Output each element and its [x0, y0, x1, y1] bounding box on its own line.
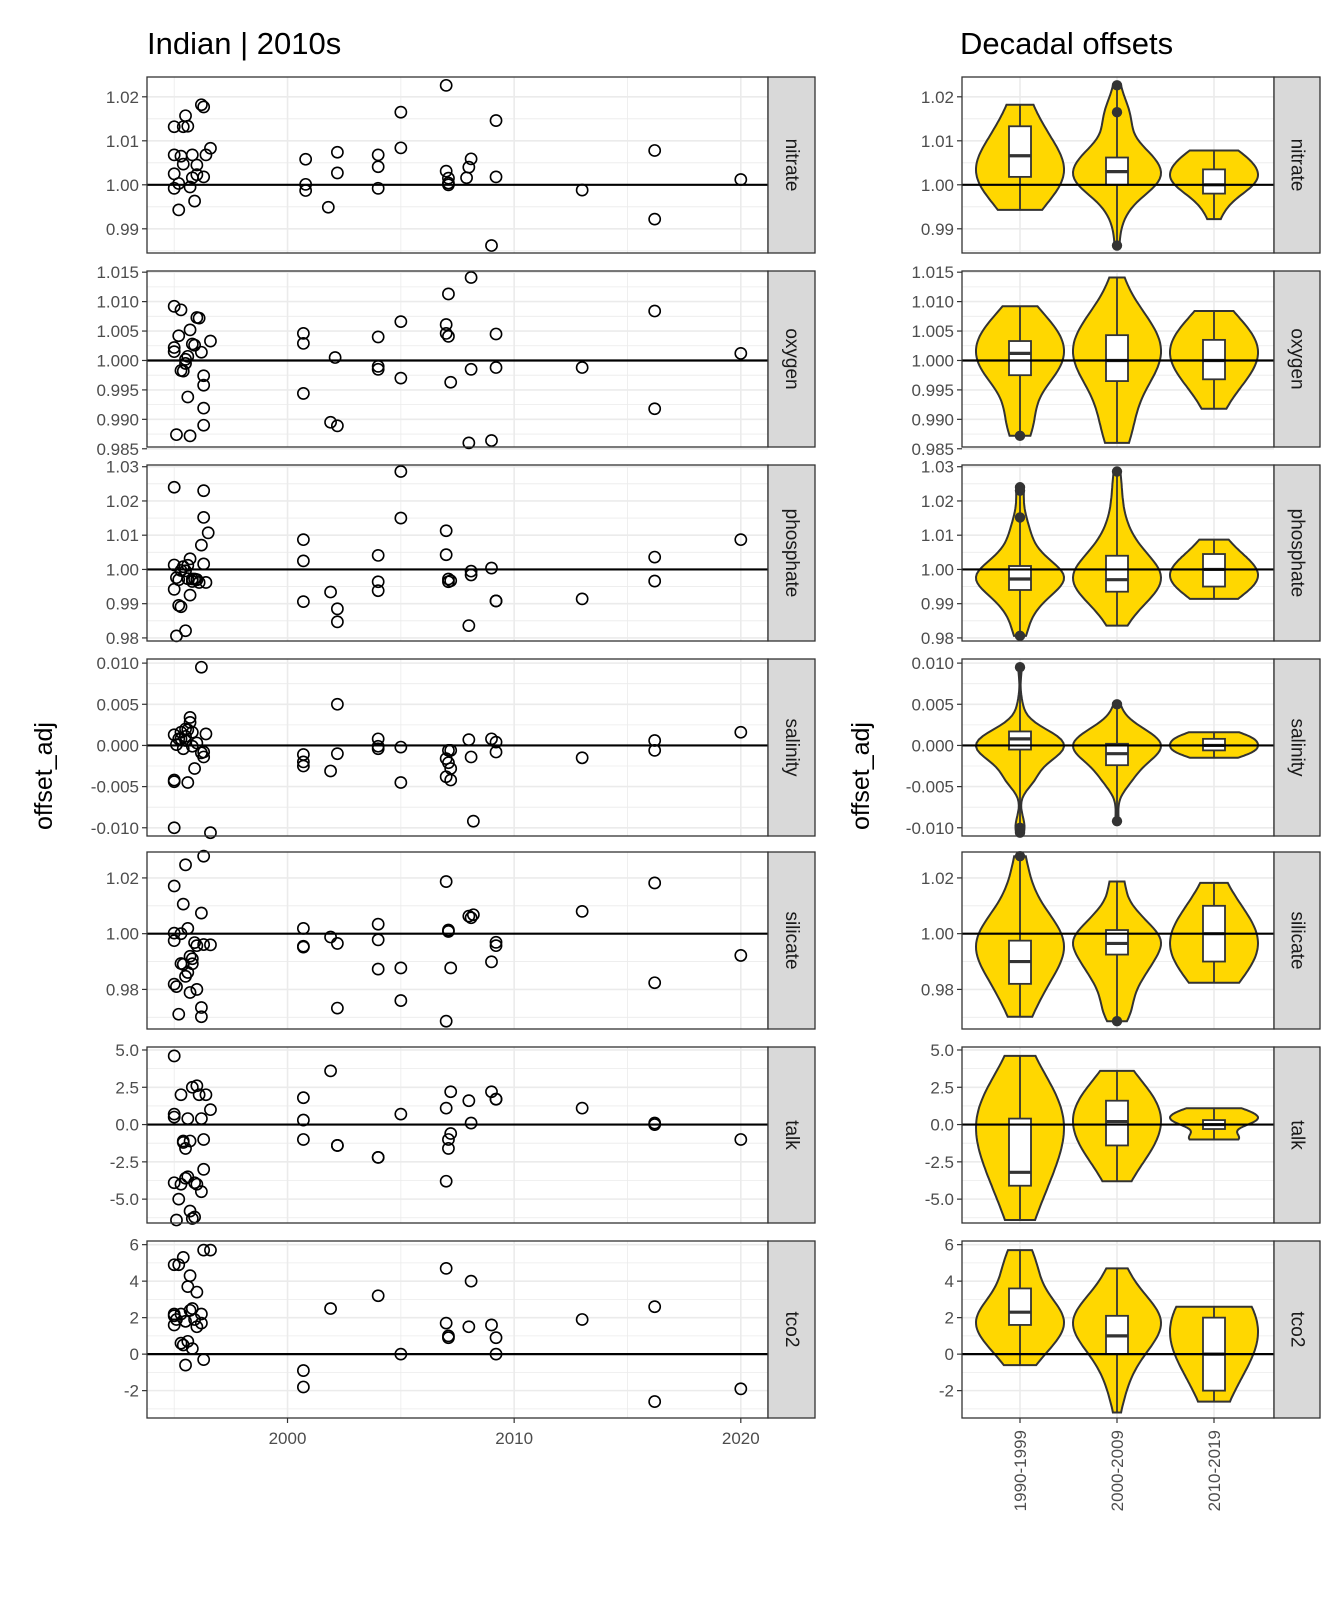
y-tick-label: -2 [938, 1381, 954, 1401]
x-tick-label: 2000 [268, 1429, 307, 1448]
y-tick-label: -5.0 [109, 1190, 139, 1210]
facet-label: talk [1286, 1120, 1308, 1150]
y-tick-label: 0.99 [105, 594, 139, 614]
y-tick-label: 0.995 [96, 380, 139, 400]
outlier-point [1015, 662, 1025, 672]
y-tick-label: 1.015 [96, 263, 139, 283]
box [1009, 1288, 1031, 1324]
left-title: Indian | 2010s [147, 26, 342, 61]
x-tick-label: 2010-2019 [1205, 1430, 1224, 1512]
left-panel-bg [147, 659, 768, 836]
left-y-axis-label: offset_adj [30, 722, 58, 830]
y-tick-label: 1.015 [911, 263, 954, 283]
outlier-point [1112, 240, 1122, 250]
facet-label: oxygen [1286, 328, 1308, 390]
outlier-point [1112, 699, 1122, 709]
box [1009, 126, 1031, 177]
facet-label: silicate [781, 911, 802, 970]
y-tick-label: 1.02 [105, 868, 139, 888]
right-title: Decadal offsets [960, 26, 1174, 61]
y-tick-label: 0.985 [96, 439, 139, 459]
y-tick-label: 1.03 [105, 457, 139, 477]
y-tick-label: 6 [944, 1235, 954, 1255]
y-tick-label: 0.000 [911, 736, 954, 756]
x-tick-label: 2020 [721, 1429, 760, 1448]
y-tick-label: -2 [123, 1381, 139, 1401]
y-tick-label: 2 [129, 1308, 139, 1328]
left-panel-bg [147, 77, 768, 253]
y-tick-label: -0.005 [90, 777, 139, 797]
outlier-point [1112, 107, 1122, 117]
facet-label: salinity [1286, 718, 1308, 777]
y-tick-label: 6 [129, 1235, 139, 1255]
x-tick-label: 2010 [495, 1429, 534, 1448]
facet-label: oxygen [781, 328, 802, 390]
y-tick-label: 1.00 [920, 175, 954, 195]
box [1009, 1119, 1031, 1186]
y-tick-label: 1.000 [911, 351, 954, 371]
y-tick-label: 0.0 [115, 1115, 139, 1135]
y-tick-label: 1.000 [96, 351, 139, 371]
y-tick-label: 0.995 [911, 380, 954, 400]
facet-label: talk [781, 1120, 802, 1150]
x-tick-label: 1990-1999 [1011, 1430, 1030, 1512]
y-tick-label: 5.0 [930, 1040, 954, 1060]
y-tick-label: 0.99 [920, 594, 954, 614]
y-tick-label: -2.5 [924, 1152, 954, 1172]
scatter-panel [91, 77, 815, 1448]
y-tick-label: 0.000 [96, 736, 139, 756]
box [1009, 341, 1031, 375]
y-tick-label: 1.02 [920, 868, 954, 888]
y-tick-label: 0.010 [96, 654, 139, 674]
x-tick-label: 2000-2009 [1108, 1430, 1127, 1512]
violin-panel [906, 77, 1320, 1511]
facet-label: tco2 [1286, 1311, 1308, 1348]
y-tick-label: 2 [944, 1308, 954, 1328]
right-y-axis-label: offset_adj [847, 722, 875, 830]
y-tick-label: 1.005 [96, 322, 139, 342]
y-tick-label: 1.00 [920, 924, 954, 944]
facet-label: nitrate [781, 138, 802, 192]
outlier-point [1112, 1016, 1122, 1026]
outlier-point [1112, 816, 1122, 826]
y-tick-label: 1.02 [105, 87, 139, 107]
y-tick-label: 0.0 [930, 1115, 954, 1135]
y-tick-label: 0.005 [911, 695, 954, 715]
y-tick-label: 0.985 [911, 439, 954, 459]
y-tick-label: 1.010 [96, 292, 139, 312]
y-tick-label: -0.005 [905, 777, 954, 797]
y-tick-label: 0.98 [920, 628, 954, 648]
y-tick-label: 0 [129, 1345, 139, 1365]
y-tick-label: -0.010 [90, 818, 139, 838]
y-tick-label: 0.005 [96, 695, 139, 715]
outlier-point [1015, 823, 1025, 833]
y-tick-label: 2.5 [115, 1078, 139, 1098]
y-tick-label: 1.02 [105, 491, 139, 511]
y-tick-label: 0.010 [911, 654, 954, 674]
box [1106, 556, 1128, 592]
outlier-point [1015, 431, 1025, 441]
facet-label: nitrate [1286, 138, 1308, 192]
left-panel-bg [147, 1241, 768, 1418]
y-tick-label: 0.990 [96, 410, 139, 430]
facet-label: phosphate [1286, 508, 1308, 598]
y-tick-label: 1.01 [105, 131, 139, 151]
y-tick-label: 1.00 [920, 560, 954, 580]
y-tick-label: 1.00 [105, 924, 139, 944]
box [1106, 335, 1128, 381]
y-tick-label: 1.00 [105, 560, 139, 580]
y-tick-label: 0.990 [911, 410, 954, 430]
y-tick-label: 1.03 [920, 457, 954, 477]
facet-label: tco2 [781, 1311, 802, 1348]
box [1203, 169, 1225, 193]
y-tick-label: -2.5 [109, 1152, 139, 1172]
y-tick-label: -0.010 [905, 818, 954, 838]
y-tick-label: 0 [944, 1345, 954, 1365]
y-tick-label: 1.02 [920, 87, 954, 107]
facet-label: salinity [781, 718, 802, 777]
y-tick-label: 1.01 [105, 526, 139, 546]
y-tick-label: 2.5 [930, 1078, 954, 1098]
outlier-point [1112, 80, 1122, 90]
y-tick-label: 1.01 [920, 526, 954, 546]
y-tick-label: 1.005 [911, 322, 954, 342]
y-tick-label: 0.98 [105, 628, 139, 648]
facet-label: phosphate [781, 508, 802, 598]
y-tick-label: 1.02 [920, 491, 954, 511]
left-panel-bg [147, 271, 768, 447]
y-tick-label: 1.010 [911, 292, 954, 312]
y-tick-label: 4 [129, 1272, 139, 1292]
y-tick-label: 0.99 [105, 219, 139, 239]
left-panel-bg [147, 465, 768, 641]
facet-label: silicate [1286, 911, 1308, 970]
y-tick-label: 0.99 [920, 219, 954, 239]
left-panel-bg [147, 1047, 768, 1223]
y-tick-label: 1.01 [920, 131, 954, 151]
outlier-point [1015, 512, 1025, 522]
y-tick-label: 1.00 [105, 175, 139, 195]
y-tick-label: -5.0 [924, 1190, 954, 1210]
y-tick-label: 0.98 [920, 980, 954, 1000]
y-tick-label: 0.98 [105, 980, 139, 1000]
y-tick-label: 4 [944, 1272, 954, 1292]
outlier-point [1015, 631, 1025, 641]
outlier-point [1112, 466, 1122, 476]
box [1009, 731, 1031, 749]
outlier-point [1015, 482, 1025, 492]
y-tick-label: 5.0 [115, 1040, 139, 1060]
